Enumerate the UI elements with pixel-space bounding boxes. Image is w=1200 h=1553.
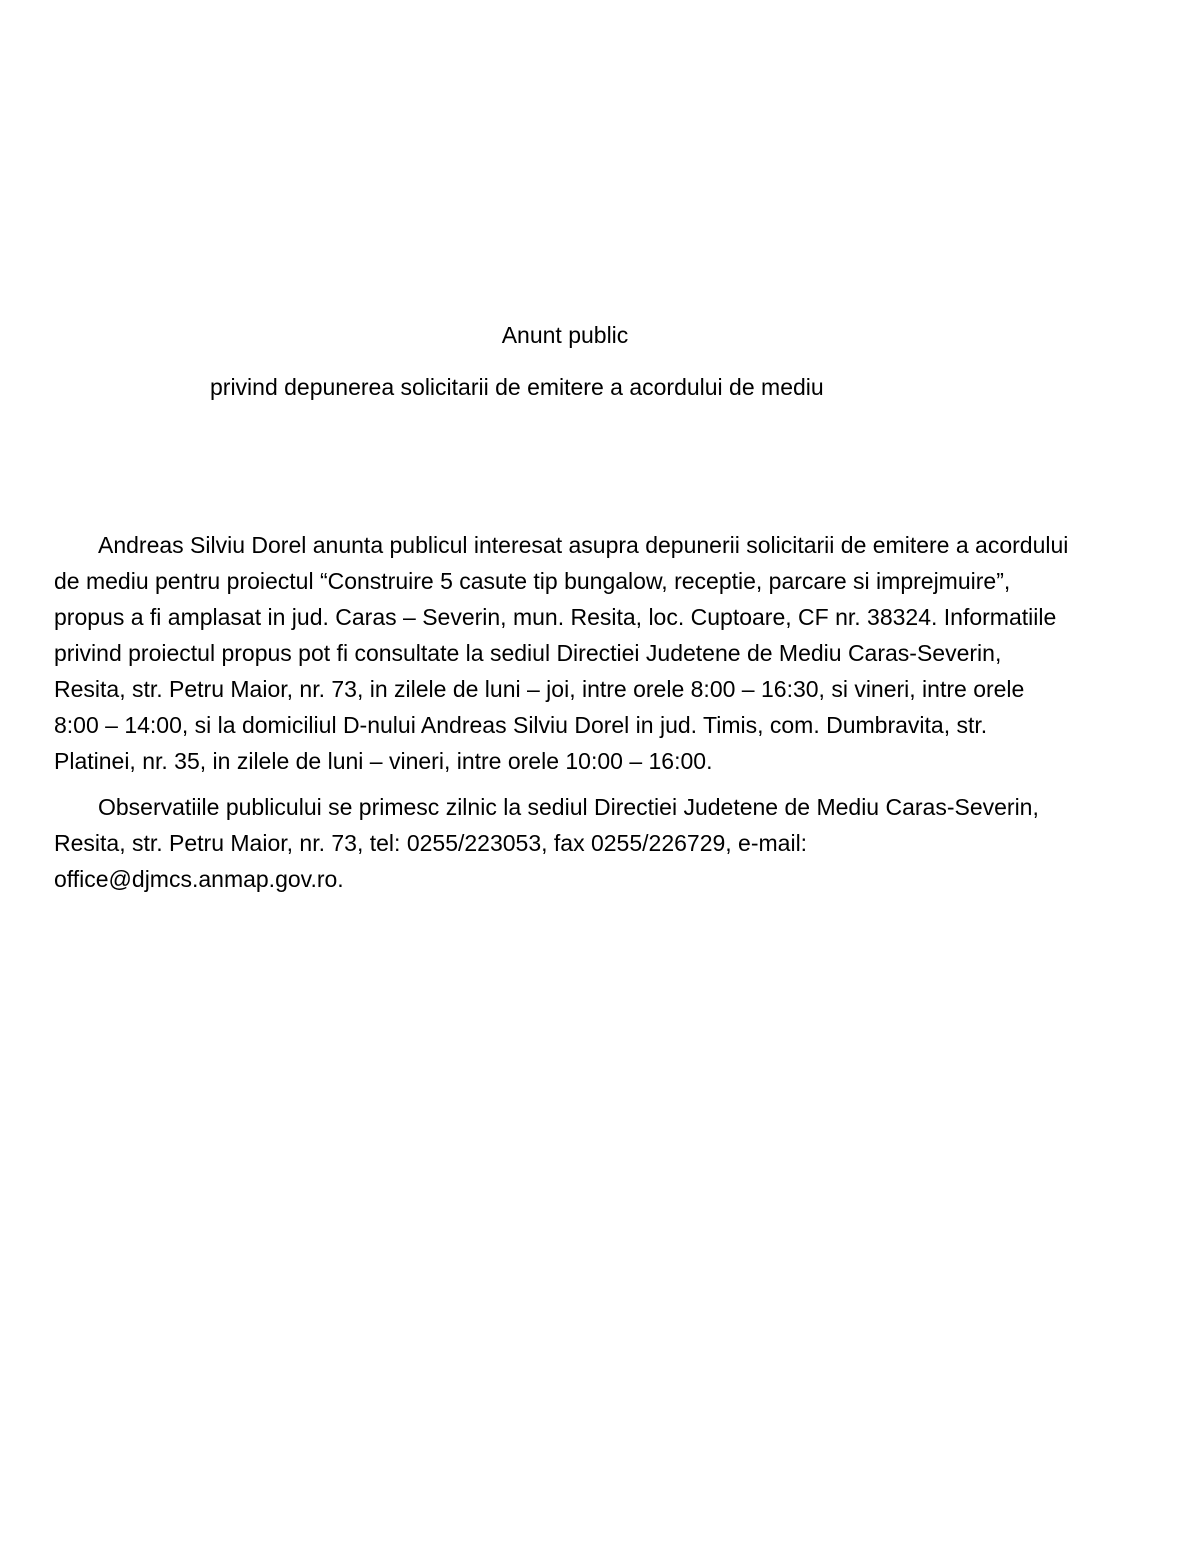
document-subtitle: privind depunerea solicitarii de emitere a acordului de mediu bbox=[210, 374, 824, 400]
paragraph-observations: Observatiile publicului se primesc zilnic la sediul Directiei Judetene de Mediu Caras-Severin, Resita, str. Petru Maior, nr. 73, tel: 0255/223053, fax 0255/226729, e-mail: office@djmcs.anmap.gov.ro. bbox=[54, 794, 1039, 892]
document-body bbox=[54, 527, 1069, 907]
paragraph-announcement: Andreas Silviu Dorel anunta publicul interesat asupra depunerii solicitarii de emitere a acordului de mediu pentru proiectul “Construire 5 casute tip bungalow, receptie, parcare si imprejmuire”, propus a fi amplasat in jud. Caras – Severin, mun. Resita, loc. Cuptoare, CF nr. 38324. Informatiile privind proiectul propus pot fi consultate la sediul Directiei Judetene de Mediu Caras-Severin, Resita, str. Petru Maior, nr. 73, in zilele de luni – joi, intre orele 8:00 – 16:30, si vineri, intre orele 8:00 – 14:00, si la domiciliul D-nului Andreas Silviu Dorel in jud. Timis, com. Dumbravita, str. Platinei, nr. 35, in zilele de luni – vineri, intre orele 10:00 – 16:00. bbox=[54, 532, 1069, 774]
document-title: Anunt public bbox=[501, 322, 629, 348]
